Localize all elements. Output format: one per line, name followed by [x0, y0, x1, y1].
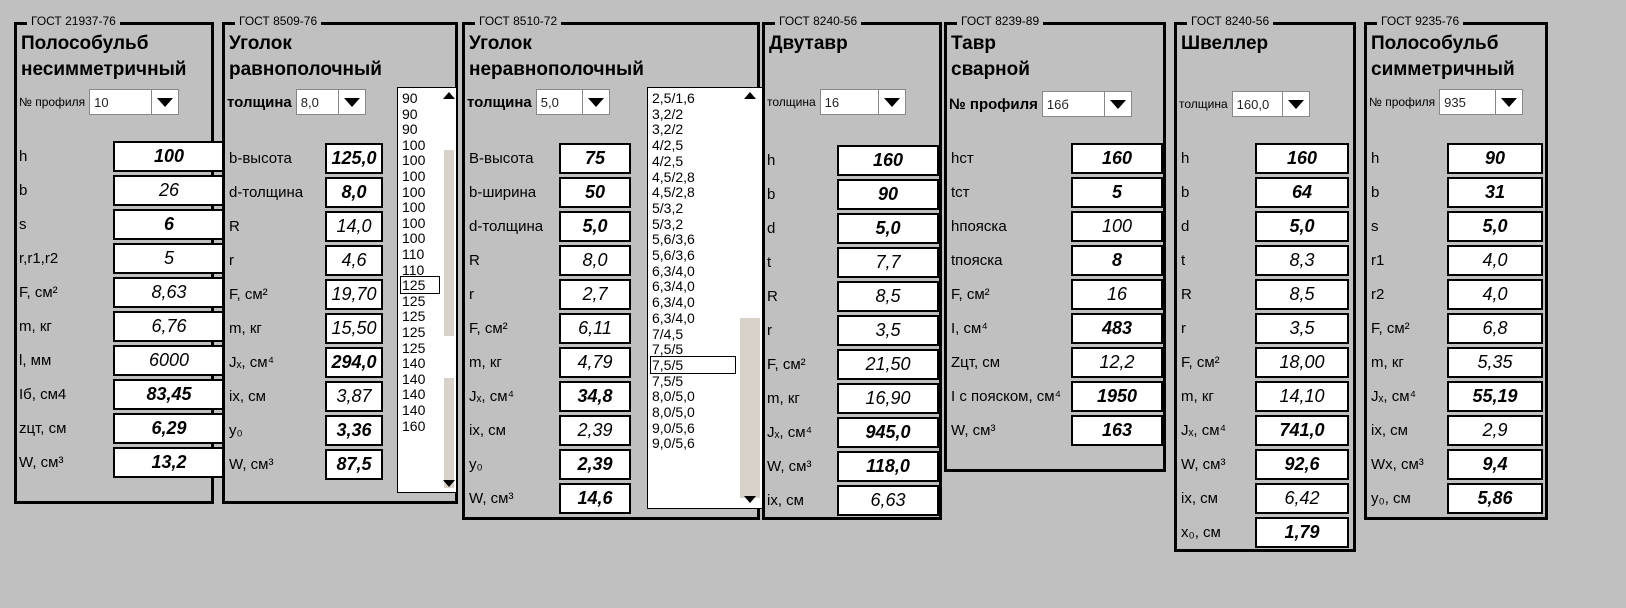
param-value-field[interactable]: 26	[113, 175, 225, 206]
param-label: b	[1371, 184, 1380, 201]
profile-panel-7	[1364, 14, 1548, 520]
dropdown-option[interactable]: 3,2/2	[652, 121, 684, 138]
param-value-field[interactable]: 294,0	[325, 347, 383, 378]
param-label: h	[767, 152, 776, 169]
param-value-field[interactable]: 90	[1447, 143, 1543, 174]
param-label: m, кг	[1181, 388, 1214, 405]
scroll-down-icon[interactable]	[443, 480, 455, 487]
dropdown-option[interactable]: 7,5/5	[652, 372, 684, 389]
param-value-field[interactable]: 14,10	[1255, 381, 1349, 412]
chevron-down-icon	[157, 98, 173, 107]
dropdown-scrollbar[interactable]	[738, 88, 762, 508]
param-value-field[interactable]: 8,5	[837, 281, 939, 312]
param-label: y₀	[229, 422, 243, 439]
dropdown-option[interactable]: 140	[402, 355, 426, 372]
param-value-field[interactable]: 64	[1255, 177, 1349, 208]
param-value-field[interactable]: 5	[113, 243, 225, 274]
param-label: t	[1181, 252, 1186, 269]
param-value-field[interactable]: 13,2	[113, 447, 225, 478]
param-value-field[interactable]: 8,0	[559, 245, 631, 276]
dropdown-option[interactable]: 4/2,5	[652, 152, 684, 169]
scroll-up-icon[interactable]	[744, 92, 756, 99]
param-label: m, кг	[767, 390, 800, 407]
combobox-dropdown-button[interactable]	[878, 90, 905, 114]
param-label: tст	[951, 184, 970, 201]
param-label: m, кг	[229, 320, 262, 337]
profile-combobox[interactable]	[296, 89, 366, 115]
param-label: t	[767, 254, 772, 271]
param-label: r1	[1371, 252, 1385, 269]
param-value-field[interactable]: 18,00	[1255, 347, 1349, 378]
profile-selector	[1369, 89, 1523, 115]
combobox-dropdown-button[interactable]	[1104, 92, 1131, 116]
dropdown-option[interactable]: 2,5/1,6	[652, 90, 695, 106]
param-value-field[interactable]: 160	[1071, 143, 1163, 174]
param-label: d-толщина	[229, 184, 304, 201]
combobox-value: 16б	[1046, 96, 1069, 112]
dropdown-option[interactable]: 125	[402, 292, 426, 309]
profile-selector	[767, 89, 906, 115]
combobox-value: 16	[824, 94, 840, 110]
profile-selector	[467, 89, 610, 115]
dropdown-option[interactable]: 7/4,5	[652, 325, 684, 342]
dropdown-scrollbar[interactable]	[442, 88, 456, 492]
param-label: m, кг	[1371, 354, 1404, 371]
dropdown-option[interactable]: 8,0/5,0	[652, 388, 695, 405]
param-value-field[interactable]: 100	[113, 141, 225, 172]
selector-label: № профиля	[19, 95, 86, 109]
param-label: F, см²	[19, 284, 58, 301]
param-value-field[interactable]: 3,5	[1255, 313, 1349, 344]
dropdown-option[interactable]: 9,0/5,6	[652, 419, 695, 436]
selector-label: толщина	[467, 93, 532, 111]
dropdown-option[interactable]: 140	[402, 402, 426, 418]
combobox-value: 935	[1444, 94, 1466, 110]
param-value-field[interactable]: 8,63	[113, 277, 225, 308]
dropdown-option[interactable]: 125	[402, 339, 426, 356]
gost-label: ГОСТ 8240-56	[1187, 14, 1273, 28]
param-value-field[interactable]: 90	[837, 179, 939, 210]
scroll-down-icon[interactable]	[744, 496, 756, 503]
param-label: Jₓ, см⁴	[1371, 388, 1417, 405]
param-label: Jₓ, см⁴	[469, 388, 515, 405]
dropdown-option[interactable]: 140	[402, 386, 426, 403]
param-value-field[interactable]: 14,6	[559, 483, 631, 514]
dropdown-option[interactable]: 140	[402, 370, 426, 387]
gost-label: ГОСТ 9235-76	[1377, 14, 1463, 28]
param-value-field[interactable]: 31	[1447, 177, 1543, 208]
param-label: zцт, см	[19, 420, 67, 437]
selector-label: толщина	[227, 93, 292, 111]
combobox-value: 160,0	[1236, 96, 1270, 112]
profile-selector	[227, 89, 366, 115]
param-value-field[interactable]: 5,86	[1447, 483, 1543, 514]
dropdown-option[interactable]: 8,0/5,0	[652, 404, 695, 420]
param-label: h	[19, 148, 28, 165]
param-value-field[interactable]: 92,6	[1255, 449, 1349, 480]
profile-panel-6	[1174, 14, 1356, 552]
param-label: ix, см	[229, 388, 266, 405]
param-label: r	[229, 252, 234, 269]
param-value-field[interactable]: 160	[837, 145, 939, 176]
param-label: m, кг	[469, 354, 502, 371]
profile-selector	[19, 89, 179, 115]
param-value-field[interactable]: 125,0	[325, 143, 383, 174]
profile-title: Тавр сварной	[951, 33, 1030, 80]
param-value-field[interactable]: 19,70	[325, 279, 383, 310]
param-value-field[interactable]: 945,0	[837, 417, 939, 448]
chevron-down-icon	[344, 98, 360, 107]
dropdown-option[interactable]: 4,5/2,8	[652, 184, 695, 201]
param-value-field[interactable]: 8,0	[325, 177, 383, 208]
param-value-field[interactable]: 34,8	[559, 381, 631, 412]
dropdown-selected-highlight	[650, 356, 736, 374]
profile-title: Уголок равнополочный	[229, 33, 382, 80]
param-value-field[interactable]: 118,0	[837, 451, 939, 482]
param-value-field[interactable]: 3,87	[325, 381, 383, 412]
param-label: s	[19, 216, 27, 233]
dropdown-option[interactable]: 100	[402, 199, 426, 216]
dropdown-option[interactable]: 160	[402, 417, 426, 434]
chevron-down-icon	[1501, 98, 1517, 107]
dropdown-option[interactable]: 100	[402, 152, 426, 169]
param-value-field[interactable]: 4,0	[1447, 279, 1543, 310]
param-value-field[interactable]: 2,9	[1447, 415, 1543, 446]
param-label: r	[469, 286, 474, 303]
chevron-down-icon	[884, 98, 900, 107]
param-value-field[interactable]: 2,39	[559, 449, 631, 480]
param-label: r2	[1371, 286, 1385, 303]
param-label: F, см²	[951, 286, 990, 303]
profile-dropdown-list[interactable]	[397, 87, 457, 493]
gost-label: ГОСТ 8509-76	[235, 14, 321, 28]
selector-label: № профиля	[1369, 95, 1436, 109]
combobox-dropdown-button[interactable]	[151, 90, 178, 114]
param-label: m, кг	[19, 318, 52, 335]
chevron-down-icon	[1110, 100, 1126, 109]
param-label: b-ширина	[469, 184, 537, 201]
dropdown-option[interactable]: 100	[402, 230, 426, 247]
param-label: R	[767, 288, 778, 305]
profile-title: Швеллер	[1181, 33, 1269, 54]
dropdown-option[interactable]: 125	[402, 277, 426, 294]
param-label: I с пояском, см⁴	[951, 388, 1062, 405]
profile-panel-1	[14, 14, 214, 504]
profile-selector	[1179, 91, 1310, 117]
param-label: r,r1,r2	[19, 250, 59, 267]
chevron-down-icon	[1288, 100, 1304, 109]
param-label: W, см³	[469, 490, 514, 507]
param-label: d-толщина	[469, 218, 544, 235]
profile-title: Двутавр	[769, 33, 848, 54]
param-label: h	[1371, 150, 1380, 167]
profile-title: Полособульб симметричный	[1371, 33, 1515, 80]
scrollbar-thumb[interactable]	[740, 318, 760, 498]
combobox-dropdown-button[interactable]	[582, 90, 609, 114]
profile-title: Полособульб несимметричный	[21, 33, 187, 80]
dropdown-option[interactable]: 100	[402, 214, 426, 231]
param-value-field[interactable]: 3,36	[325, 415, 383, 446]
param-value-field[interactable]: 8,3	[1255, 245, 1349, 276]
param-value-field[interactable]: 4,79	[559, 347, 631, 378]
param-label: y₀	[469, 456, 483, 473]
param-value-field[interactable]: 6,63	[837, 485, 939, 516]
param-value-field[interactable]: 1950	[1071, 381, 1163, 412]
param-value-field[interactable]: 5,35	[1447, 347, 1543, 378]
param-label: tпояска	[951, 252, 1003, 269]
dropdown-selected-highlight	[400, 276, 440, 294]
param-value-field[interactable]: 6,29	[113, 413, 225, 444]
param-value-field[interactable]: 3,5	[837, 315, 939, 346]
profile-panel-2	[222, 14, 458, 504]
param-label: ix, см	[1371, 422, 1408, 439]
param-value-field[interactable]: 21,50	[837, 349, 939, 380]
param-label: F, см²	[1181, 354, 1220, 371]
param-label: r	[1181, 320, 1186, 337]
dropdown-option[interactable]: 6,3/4,0	[652, 278, 695, 295]
dropdown-option[interactable]: 90	[402, 90, 418, 106]
scroll-up-icon[interactable]	[443, 92, 455, 99]
param-label: h	[1181, 150, 1190, 167]
param-label: F, см²	[469, 320, 508, 337]
param-value-field[interactable]: 160	[1255, 143, 1349, 174]
param-value-field[interactable]: 7,7	[837, 247, 939, 278]
param-label: W, см³	[229, 456, 274, 473]
param-label: d	[767, 220, 776, 237]
param-label: b-высота	[229, 150, 292, 167]
dropdown-option[interactable]: 125	[402, 308, 426, 325]
param-label: hст	[951, 150, 974, 167]
dropdown-option[interactable]: 5,6/3,6	[652, 247, 695, 263]
gost-label: ГОСТ 8240-56	[775, 14, 861, 28]
combobox-value: 8,0	[300, 94, 319, 110]
param-label: B-высота	[469, 150, 534, 167]
profile-panel-5	[944, 14, 1166, 472]
param-value-field[interactable]: 83,45	[113, 379, 225, 410]
param-value-field[interactable]: 6,42	[1255, 483, 1349, 514]
param-value-field[interactable]: 6,76	[113, 311, 225, 342]
gost-label: ГОСТ 8239-89	[957, 14, 1043, 28]
param-label: b	[1181, 184, 1190, 201]
param-value-field[interactable]: 483	[1071, 313, 1163, 344]
param-value-field[interactable]: 5,0	[837, 213, 939, 244]
dropdown-option[interactable]: 100	[402, 183, 426, 200]
profile-selector	[949, 91, 1132, 117]
param-label: Jₓ, см⁴	[1181, 422, 1227, 439]
param-label: l, мм	[19, 352, 52, 369]
param-value-field[interactable]: 5,0	[559, 211, 631, 242]
dropdown-option[interactable]: 110	[402, 261, 425, 278]
param-value-field[interactable]: 4,0	[1447, 245, 1543, 276]
param-label: F, см²	[229, 286, 268, 303]
scrollbar-thumb[interactable]	[444, 150, 454, 336]
param-value-field[interactable]: 100	[1071, 211, 1163, 242]
dropdown-option[interactable]: 90	[402, 105, 418, 122]
gost-label: ГОСТ 21937-76	[27, 14, 120, 28]
dropdown-option[interactable]: 100	[402, 168, 426, 184]
param-label: b	[767, 186, 776, 203]
profile-combobox[interactable]	[536, 89, 610, 115]
profile-panel-4	[762, 14, 942, 520]
param-value-field[interactable]: 6,8	[1447, 313, 1543, 344]
param-value-field[interactable]: 163	[1071, 415, 1163, 446]
param-label: Jₓ, см⁴	[767, 424, 813, 441]
param-label: Wx, см³	[1371, 456, 1424, 473]
profile-title: Уголок неравнополочный	[469, 33, 644, 80]
param-value-field[interactable]: 4,6	[325, 245, 383, 276]
param-value-field[interactable]: 14,0	[325, 211, 383, 242]
param-label: y₀, см	[1371, 490, 1411, 507]
param-label: F, см²	[1371, 320, 1410, 337]
param-value-field[interactable]: 1,79	[1255, 517, 1349, 548]
gost-label: ГОСТ 8510-72	[475, 14, 561, 28]
param-label: r	[767, 322, 772, 339]
param-value-field[interactable]: 2,7	[559, 279, 631, 310]
param-value-field[interactable]: 741,0	[1255, 415, 1349, 446]
param-value-field[interactable]: 75	[559, 143, 631, 174]
param-value-field[interactable]: 6000	[113, 345, 225, 376]
param-label: b	[19, 182, 28, 199]
profile-dropdown-list[interactable]	[647, 87, 763, 509]
param-label: ix, см	[767, 492, 804, 509]
scrollbar-track-segment	[444, 378, 454, 488]
param-label: W, см³	[951, 422, 996, 439]
param-label: Zцт, см	[951, 354, 1001, 371]
param-label: R	[1181, 286, 1192, 303]
dropdown-option[interactable]: 125	[402, 324, 426, 340]
combobox-dropdown-button[interactable]	[1495, 90, 1522, 114]
dropdown-option[interactable]: 6,3/4,0	[652, 262, 695, 279]
param-value-field[interactable]: 16,90	[837, 383, 939, 414]
selector-label: № профиля	[949, 95, 1038, 113]
dropdown-option[interactable]: 5,6/3,6	[652, 231, 695, 248]
param-label: ix, см	[1181, 490, 1218, 507]
param-label: W, см³	[1181, 456, 1226, 473]
dropdown-option[interactable]: 9,0/5,6	[652, 435, 695, 452]
combobox-dropdown-button[interactable]	[1282, 92, 1309, 116]
dropdown-option[interactable]: 3,2/2	[652, 105, 684, 122]
param-value-field[interactable]: 5,0	[1255, 211, 1349, 242]
selector-label: толщина	[767, 95, 816, 109]
dropdown-option[interactable]: 90	[402, 121, 418, 138]
param-label: I, см⁴	[951, 320, 988, 337]
dropdown-option[interactable]: 4/2,5	[652, 137, 684, 154]
dropdown-option[interactable]: 6,3/4,0	[652, 309, 695, 326]
param-value-field[interactable]: 5,0	[1447, 211, 1543, 242]
param-label: R	[469, 252, 480, 269]
param-value-field[interactable]: 5	[1071, 177, 1163, 208]
param-label: Jₓ, см⁴	[229, 354, 275, 371]
dropdown-option[interactable]: 7,5/5	[652, 341, 684, 358]
param-value-field[interactable]: 50	[559, 177, 631, 208]
selector-label: толщина	[1179, 97, 1228, 111]
param-label: R	[229, 218, 240, 235]
profile-combobox[interactable]	[1042, 91, 1132, 117]
param-label: Iб, см4	[19, 386, 67, 403]
dropdown-option[interactable]: 5/3,2	[652, 215, 684, 232]
param-label: hпояска	[951, 218, 1007, 235]
profile-combobox[interactable]	[820, 89, 906, 115]
param-value-field[interactable]: 6	[113, 209, 225, 240]
param-value-field[interactable]: 55,19	[1447, 381, 1543, 412]
param-value-field[interactable]: 12,2	[1071, 347, 1163, 378]
profile-combobox[interactable]	[1232, 91, 1310, 117]
param-value-field[interactable]: 15,50	[325, 313, 383, 344]
dropdown-option[interactable]: 110	[402, 246, 425, 262]
param-label: d	[1181, 218, 1190, 235]
chevron-down-icon	[588, 98, 604, 107]
param-label: x₀, см	[1181, 524, 1221, 541]
param-value-field[interactable]: 6,11	[559, 313, 631, 344]
combobox-dropdown-button[interactable]	[338, 90, 365, 114]
param-value-field[interactable]: 8	[1071, 245, 1163, 276]
param-label: s	[1371, 218, 1379, 235]
profile-panel-3	[462, 14, 760, 520]
profile-combobox[interactable]	[1439, 89, 1523, 115]
dropdown-option[interactable]: 6,3/4,0	[652, 294, 695, 311]
param-value-field[interactable]: 2,39	[559, 415, 631, 446]
param-label: W, см³	[767, 458, 812, 475]
dropdown-option[interactable]: 4,5/2,8	[652, 168, 695, 185]
param-value-field[interactable]: 16	[1071, 279, 1163, 310]
combobox-value: 10	[94, 94, 109, 110]
dropdown-option[interactable]: 5/3,2	[652, 199, 684, 216]
param-label: ix, см	[469, 422, 506, 439]
dropdown-option[interactable]: 7,5/5	[652, 356, 684, 373]
dropdown-option[interactable]: 100	[402, 136, 426, 153]
param-value-field[interactable]: 8,5	[1255, 279, 1349, 310]
param-value-field[interactable]: 87,5	[325, 449, 383, 480]
param-value-field[interactable]: 9,4	[1447, 449, 1543, 480]
profile-combobox[interactable]	[89, 89, 179, 115]
param-label: F, см²	[767, 356, 806, 373]
combobox-value: 5,0	[540, 94, 559, 110]
param-label: W, см³	[19, 454, 64, 471]
